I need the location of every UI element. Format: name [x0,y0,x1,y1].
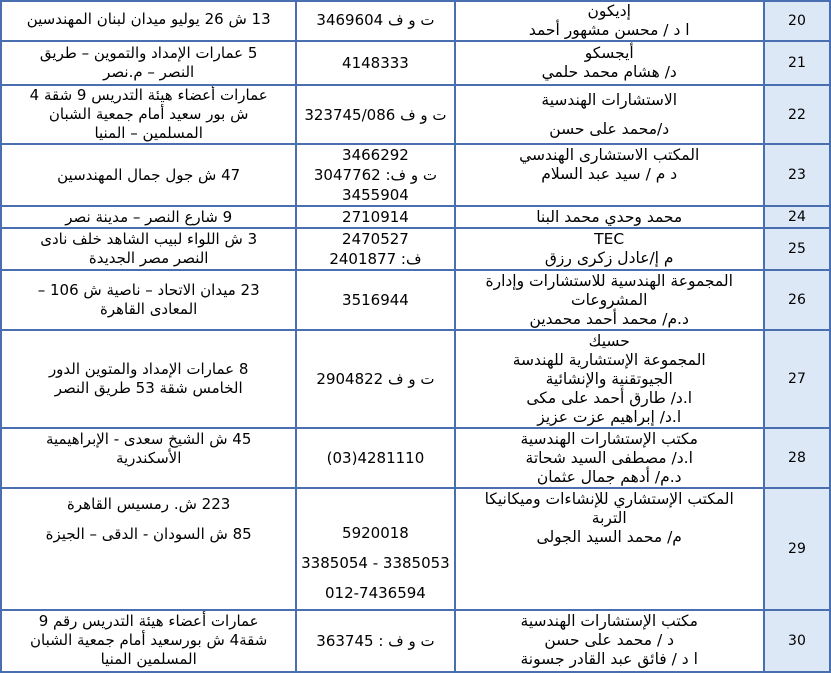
organization-cell [455,330,764,428]
table-row [1,1,830,41]
table-row [1,270,830,330]
phone-cell [296,330,454,428]
table-row [1,610,830,672]
address-cell [1,488,296,610]
organization-line: م/ محمد السيد الجولى [536,528,682,546]
address-cell [1,428,296,488]
organization-cell [455,428,764,488]
organization-line: ا د / فائق عبد القادر جسونة [520,650,698,668]
row-number: 25 [764,228,830,270]
phone-line: 2710914 [342,208,409,226]
organization-cell [455,1,764,41]
address-line: النصر – م.نصر [103,63,195,81]
phone-cell [296,1,454,41]
row-number: 22 [764,85,830,144]
address-cell [1,144,296,206]
phone-line: 2470527 [342,230,409,248]
table-row [1,144,830,206]
phone-cell [296,610,454,672]
organization-line: د.م/ محمد أحمد محمدين [529,309,689,328]
organization-line: المكتب الاستشارى الهندسي [519,146,700,164]
phone-line: ف: 2401877 [329,250,422,268]
row-number: 30 [764,610,830,672]
phone-cell [296,41,454,85]
organization-line: المكتب الإستشاري للإنشاءات وميكانيكا [484,490,734,508]
address-line: 9 شارع النصر – مدينة نصر [65,207,233,226]
address-cell [1,228,296,270]
address-line: الخامس شقة 53 طريق النصر [54,379,243,397]
phone-line: 3455904 [342,186,409,204]
organization-cell [455,85,764,144]
organization-line: حسيك [588,331,630,350]
row-number: 26 [764,270,830,330]
row-number: 24 [764,206,830,228]
table-row [1,330,830,428]
organization-line: TEC [594,230,625,248]
address-line: 8 عمارات الإمداد والمتوين الدور [48,360,249,378]
table-row [1,41,830,85]
phone-cell [296,488,454,610]
address-cell [1,270,296,330]
phone-cell [296,428,454,488]
phone-cell [296,85,454,144]
row-number: 28 [764,428,830,488]
organization-line: المجموعة الإستشارية للهندسة [512,350,706,369]
address-line: الأسكندرية [115,449,182,467]
address-line: 23 ميدان الاتحاد – ناصية ش 106 – [37,281,260,299]
organization-line: أيجسكو [584,44,634,62]
organization-line: ا.د/ مصطفى السيد شحاتة [525,448,693,467]
address-cell [1,85,296,144]
address-line: عمارات أعضاء هيئة التدريس رقم 9 [38,612,259,630]
phone-cell [296,270,454,330]
address-line: المسلمين – المنيا [94,124,203,142]
organization-line: د م / سيد عبد السلام [541,165,678,183]
organization-line: إديكون [587,2,631,20]
address-line: 47 ش جول جمال المهندسين [57,165,241,184]
phone-line: ت و ف 3469604 [316,11,435,29]
row-number: 21 [764,41,830,85]
table-row [1,85,830,144]
address-line: 13 ش 26 يوليو ميدان لبنان المهندسين [26,10,271,28]
organization-line: الجيوتقنية والإنشائية [545,369,673,388]
organization-line: ا د / محسن مشهور أحمد [528,21,690,39]
address-cell [1,1,296,41]
phone-line: 3385053 - 3385054 [301,554,450,572]
organization-line: ا.د/ إبراهيم عزت عزيز [537,407,682,426]
table-row [1,488,830,610]
address-line: عمارات أعضاء هيئة التدريس 9 شقة 4 [29,86,268,104]
address-line: شقة4 ش بورسعيد أمام جمعية الشبان [30,631,268,649]
organization-cell [455,41,764,85]
organization-line: د/ هشام محمد حلمي [541,63,677,81]
phone-line: 5920018 [342,524,409,542]
table-row [1,228,830,270]
table-row [1,428,830,488]
phone-cell [296,206,454,228]
organization-line: د.م/ أدهم جمال عثمان [536,467,682,486]
address-line: المسلمين المنيا [100,650,197,668]
address-cell [1,41,296,85]
organization-line: مكتب الإستشارات الهندسية [520,612,698,630]
row-number: 27 [764,330,830,428]
organization-cell [455,228,764,270]
organization-line: مكتب الإستشارات الهندسية [520,429,698,448]
organization-line: التربة [591,509,627,527]
address-line: 5 عمارات الإمداد والتموين – طريق [39,44,258,62]
organization-cell [455,610,764,672]
phone-line: 4281110(03) [326,449,425,467]
organization-line: د / محمد على حسن [544,631,675,649]
organization-cell [455,270,764,330]
organization-line: محمد وحدي محمد البنا [536,207,683,226]
row-number: 23 [764,144,830,206]
address-cell [1,206,296,228]
organization-line: ا.د/ طارق أحمد على مكى [526,388,693,407]
address-line: المعادى القاهرة [99,300,198,318]
address-cell [1,330,296,428]
organization-line: المشروعات [571,290,648,309]
phone-line: ت و ف: 3047762 [313,166,437,184]
phone-cell [296,228,454,270]
table-row [1,206,830,228]
phone-line: 3466292 [342,146,409,164]
phone-line: 012-7436594 [325,584,426,602]
organization-line: المجموعة الهندسية للاستشارات وإدارة [485,271,733,290]
phone-line: ت و ف 2904822 [316,370,435,388]
address-line: 85 ش السودان - الدقى – الجيزة [45,525,252,543]
address-line: 3 ش اللواء لبيب الشاهد خلف نادى [40,230,258,248]
phone-line: 4148333 [342,54,409,72]
organization-cell [455,488,764,610]
phone-cell [296,144,454,206]
phone-line: 3516944 [342,291,409,309]
address-line: 45 ش الشيخ سعدى - الإبراهيمية [45,430,252,448]
phone-line: ت و ف : 363745 [316,632,435,650]
phone-line: ت و ف 323745/086 [304,105,447,124]
address-cell [1,610,296,672]
organization-line: الاستشارات الهندسية [541,90,678,109]
address-line: 223 ش. رمسيس القاهرة [67,495,231,513]
organization-line: د/محمد على حسن [549,119,670,138]
organization-line: م إ/عادل زكرى رزق [544,249,674,267]
row-number: 20 [764,1,830,41]
row-number: 29 [764,488,830,610]
organization-cell [455,206,764,228]
address-line: ش بور سعيد أمام جمعية الشبان [48,105,249,123]
organization-cell [455,144,764,206]
address-line: النصر مصر الجديدة [88,249,209,267]
